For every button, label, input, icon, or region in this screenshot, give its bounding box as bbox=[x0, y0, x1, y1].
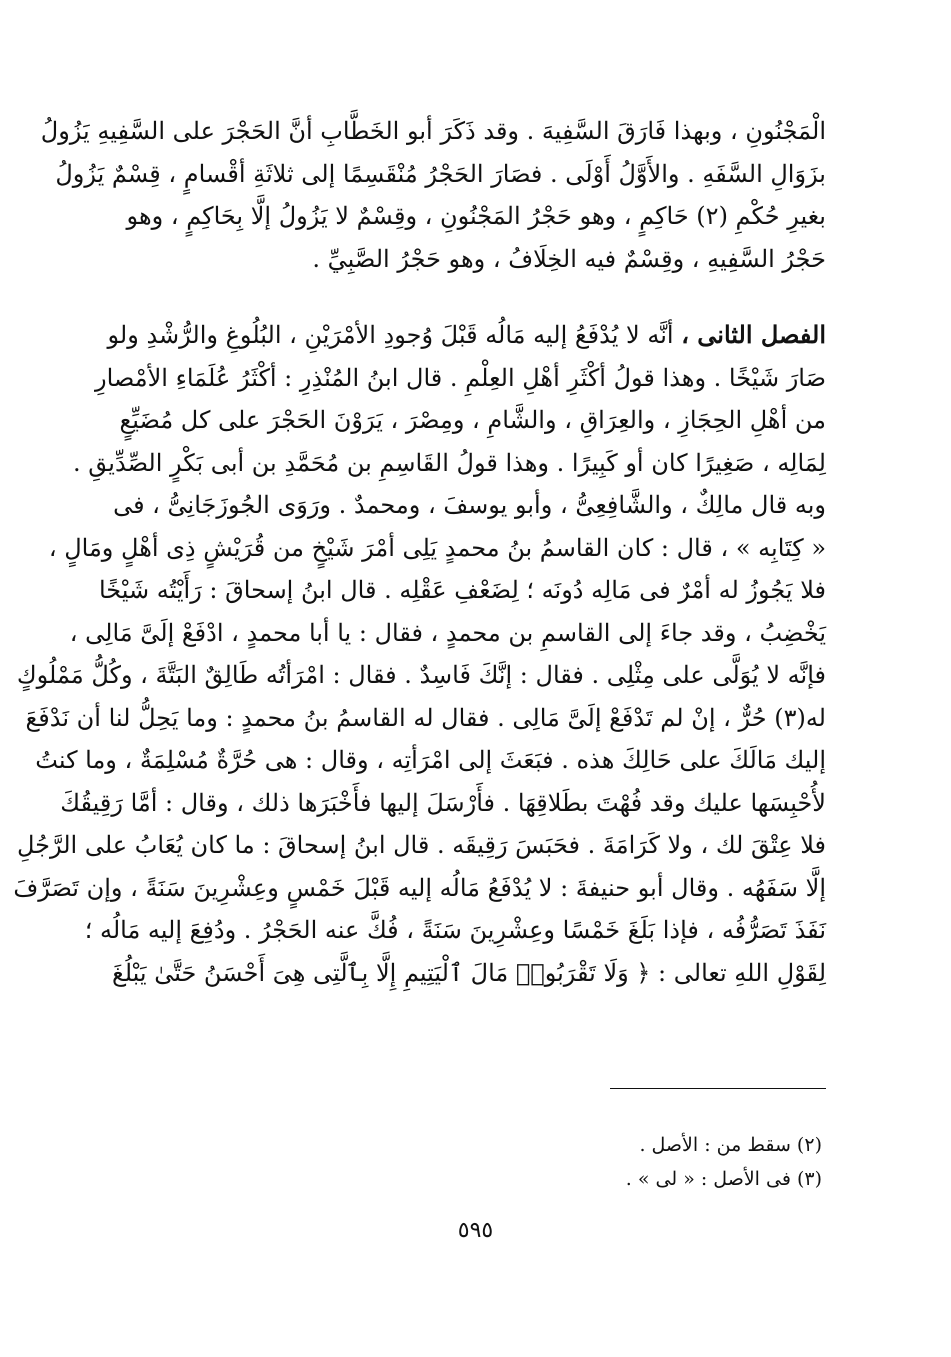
text-line-rest: أنَّه لا يُدْفَعُ إليه مَالُه قَبْلَ وُجودِ الأمْرَيْنِ ، البُلُوغِ والرُّشْدِ ولو bbox=[107, 321, 682, 349]
text-line: فلا عِتْقَ لك ، ولا كَرَامَةَ . فحَبَسَ رَقِيقَه . قال ابنُ إسحاقَ : ما كان يُعَابُ على الرَّجُلِ bbox=[16, 831, 826, 859]
text-line: فإنَّه لا يُوَلَّى على مِثْلِى . فقال : إنَّكَ فَاسِدٌ . فقال : امْرَأتُه طَالِقٌ البَتَّةَ ، وكُلُّ مَمْلُوكٍ bbox=[16, 661, 826, 689]
page-number: ٥٩٥ bbox=[457, 1218, 494, 1243]
text-line: صَارَ شَيْخًا . وهذا قولُ أكْثَرِ أهْلِ العِلْمِ . قال ابنُ المُنْذِرِ : أكْثَرُ عُلَمَاءِ الأمْصارِ bbox=[95, 363, 826, 392]
text-line: له(٣) حُرٌّ ، إنْ لم تَدْفَعْ إلَىَّ مَالِى . فقال له القاسمُ بنُ محمدٍ : وما يَحِلُّ لنا أن نَدْفَعَ bbox=[25, 703, 826, 732]
section-heading: الفصل الثانى ، bbox=[681, 320, 826, 349]
text-line: من أهْلِ الحِجَازِ ، والعِرَاقِ ، والشَّامِ ، ومِصْرَ ، يَرَوْنَ الحَجْرَ على كل مُضَيِّعٍ bbox=[119, 406, 826, 434]
text-line: « كِتَابِه » ، قال : كان القاسمُ بنُ محمدٍ يَلِى أمْرَ شَيْخٍ من قُرَيْشٍ ذِى أهْلٍ ومَالٍ ، bbox=[48, 533, 826, 562]
text-line: يَخْضِبُ ، وقد جاءَ إلى القاسمِ بن محمدٍ ، فقال : يا أبا محمدٍ ، ادْفَعْ إلَىَّ مَالِى ، bbox=[69, 618, 826, 647]
footnote-divider bbox=[610, 1088, 826, 1089]
paragraph-2 bbox=[13, 314, 826, 994]
text-line: فلا يَجُوزُ له أمْرٌ فى مَالِه دُونَه ؛ لِضَعْفِ عَقْلِه . قال ابنُ إسحاقَ : رَأَيْتُه شَيْخًا bbox=[98, 576, 826, 604]
text-line: حَجْرُ السَّفِيهِ ، وقِسْمٌ فيه الخِلَافُ ، وهو حَجْرُ الصَّبِيِّ . bbox=[312, 244, 826, 273]
text-line: وبه قال مالِكٌ ، والشَّافِعِىُّ ، وأبو يوسفَ ، ومحمدٌ . ورَوَى الجُوزَجَانِىُّ ، فى bbox=[113, 491, 826, 519]
footnotes bbox=[400, 1128, 822, 1196]
text-line: إلَّا سَفَهُه . وقال أبو حنيفةَ : لا يُدْفَعُ مَالُه إليه قَبْلَ خَمْسٍ وعِشْرِينَ سَنَةً ، وإن تَصَرَّفَ bbox=[13, 873, 826, 902]
text-line: بزَوَالِ السَّفَهِ . والأَوَّلُ أَوْلَى . فصَارَ الحَجْرُ مُنْقَسِمًا إلى ثلاثَةِ أقْسامٍ ، قِسْمٌ يَزُولُ bbox=[55, 159, 826, 188]
text-line: بغيرِ حُكْمِ (٢) حَاكِمٍ ، وهو حَجْرُ المَجْنُونِ ، وقِسْمٌ لا يَزُولُ إلَّا بِحَاكِمٍ ، وهو bbox=[126, 202, 826, 230]
footnote-2: (٢) سقط من : الأصل . bbox=[639, 1134, 822, 1156]
footnote-3: (٣) فى الأصل : « لى » . bbox=[625, 1168, 822, 1190]
text-line: لأُحْبِسَها عليك وقد فُهْتَ بطَلاقِهَا . فأَرْسَلَ إليها فأَخْبَرَها ذلك ، وقال : أمَّا رَقِيقُكَ bbox=[60, 788, 826, 817]
text-line: لِمَالِه ، صَغِيرًا كان أو كَبِيرًا . وهذا قولُ القَاسِمِ بن مُحَمَّدِ بن أبى بَكْرٍ الصِّدِّيقِ . bbox=[73, 448, 826, 477]
text-line: إليك مَالَكَ على حَالِكَ هذه . فبَعَثَ إلى امْرَأتِه ، وقال : هى حُرَّةٌ مُسْلِمَةٌ ، وما كنتُ bbox=[35, 746, 826, 774]
text-line: الْمَجْنُونِ ، وبهذا فَارَقَ السَّفِيهَ . وقد ذَكَرَ أبو الخَطَّابِ أنَّ الحَجْرَ على السَّفِيهِ يَزُولُ bbox=[40, 117, 826, 145]
paragraph-1 bbox=[40, 110, 826, 280]
text-line: لِقَوْلِ اللهِ تعالى : ﴿ وَلَا تَقْرَبُوا۟ مَالَ ٱلْيَتِيمِ إِلَّا بِٱلَّتِى هِىَ أَحْسَنُ حَتَّىٰ يَبْلُغَ bbox=[111, 958, 826, 987]
text-line: نَفَذَ تَصَرُّفُه ، فإذا بَلَغَ خَمْسًا وعِشْرِينَ سَنَةً ، فُكَّ عنه الحَجْرُ . ودُفِعَ إليه مَالُه ؛ bbox=[84, 916, 826, 944]
text-line-with-heading bbox=[107, 314, 826, 357]
